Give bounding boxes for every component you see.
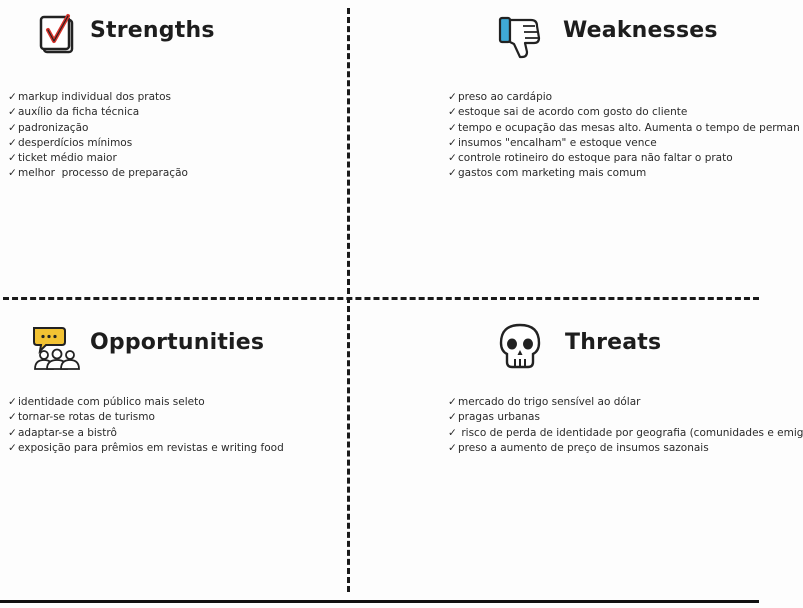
- strengths-quadrant: [0, 0, 345, 295]
- threats-quadrant: [351, 302, 803, 598]
- list-item-text: markup individual dos pratos: [18, 91, 172, 103]
- list-item: [8, 166, 188, 181]
- checklist-icon: [38, 12, 78, 56]
- list-item-text: melhor processo de preparação: [18, 167, 188, 180]
- vertical-divider: [347, 8, 350, 592]
- list-item: [448, 410, 803, 425]
- list-item-text: controle rotineiro do estoque para não faltar o prato: [458, 152, 733, 165]
- people-chat-icon: [30, 324, 84, 372]
- checkmark-icon: ✓: [448, 426, 457, 439]
- checkmark-icon: ✓: [448, 441, 457, 454]
- checkmark-icon: ✓: [448, 136, 457, 149]
- horizontal-divider: [3, 297, 759, 300]
- list-item-text: ticket médio maior: [18, 152, 117, 165]
- checkmark-icon: ✓: [448, 106, 457, 119]
- list-item-text: risco de perda de identidade por geografia (comunidades e emig: [458, 426, 803, 439]
- list-item-text: padronização: [18, 121, 89, 134]
- threats-list: [448, 395, 803, 456]
- checkmark-icon: ✓: [8, 167, 17, 180]
- checkmark-icon: ✓: [448, 121, 457, 134]
- bottom-border: [0, 600, 759, 603]
- checkmark-icon: ✓: [8, 396, 17, 408]
- list-item: [8, 151, 188, 166]
- checkmark-icon: ✓: [448, 152, 457, 165]
- list-item: [8, 426, 284, 441]
- weaknesses-list: [448, 90, 800, 182]
- list-item-text: mercado do trigo sensível ao dólar: [458, 396, 641, 408]
- list-item: [448, 151, 800, 166]
- list-item: [448, 166, 800, 181]
- list-item-text: tempo e ocupação das mesas alto. Aumenta o tempo de perman: [458, 121, 800, 134]
- strengths-title: Strengths: [90, 18, 215, 43]
- checkmark-icon: ✓: [8, 152, 17, 165]
- list-item-text: adaptar-se a bistrô: [18, 426, 117, 439]
- list-item: [448, 121, 800, 136]
- list-item: [8, 395, 284, 410]
- list-item: [8, 441, 284, 456]
- list-item-text: pragas urbanas: [458, 411, 540, 424]
- checkmark-icon: ✓: [448, 167, 457, 180]
- list-item-text: gastos com marketing mais comum: [458, 167, 647, 180]
- list-item: [448, 395, 803, 410]
- strengths-list: [8, 90, 188, 182]
- skull-icon: [498, 322, 542, 370]
- list-item-text: estoque sai de acordo com gosto do cliente: [458, 106, 688, 119]
- list-item: [8, 121, 188, 136]
- list-item: [448, 426, 803, 441]
- checkmark-icon: ✓: [8, 426, 17, 439]
- checkmark-icon: ✓: [448, 411, 457, 424]
- checkmark-icon: ✓: [8, 91, 17, 103]
- list-item-text: desperdícios mínimos: [18, 136, 133, 149]
- weaknesses-quadrant: [351, 0, 800, 295]
- thumbs-down-icon: [497, 12, 545, 60]
- checkmark-icon: ✓: [8, 441, 17, 454]
- list-item-text: auxílio da ficha técnica: [18, 106, 140, 119]
- checkmark-icon: ✓: [448, 396, 457, 408]
- list-item: [8, 105, 188, 120]
- list-item: [448, 105, 800, 120]
- opportunities-quadrant: [0, 302, 345, 598]
- list-item: [448, 136, 800, 151]
- list-item-text: tornar-se rotas de turismo: [18, 411, 155, 424]
- list-item: [8, 410, 284, 425]
- list-item-text: preso ao cardápio: [458, 91, 553, 103]
- list-item-text: preso a aumento de preço de insumos sazonais: [458, 441, 709, 454]
- list-item: [448, 441, 803, 456]
- list-item: [8, 136, 188, 151]
- weaknesses-title: Weaknesses: [563, 18, 718, 43]
- list-item: [8, 90, 188, 105]
- threats-title: Threats: [565, 330, 662, 355]
- checkmark-icon: ✓: [8, 136, 17, 149]
- list-item-text: identidade com público mais seleto: [18, 396, 205, 408]
- checkmark-icon: ✓: [8, 411, 17, 424]
- list-item-text: exposição para prêmios em revistas e writing food: [18, 441, 284, 454]
- checkmark-icon: ✓: [8, 106, 17, 119]
- list-item: [448, 90, 800, 105]
- checkmark-icon: ✓: [8, 121, 17, 134]
- checkmark-icon: ✓: [448, 91, 457, 103]
- opportunities-list: [8, 395, 284, 456]
- opportunities-title: Opportunities: [90, 330, 265, 355]
- list-item-text: insumos "encalham" e estoque vence: [458, 136, 657, 149]
